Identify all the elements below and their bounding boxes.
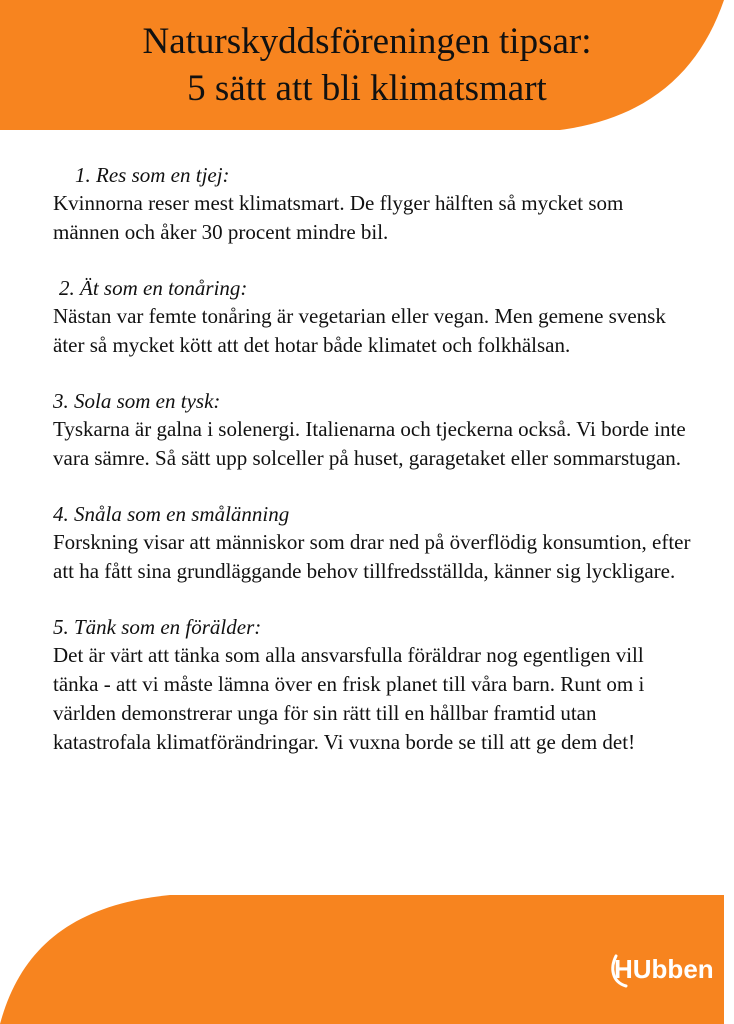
tip-heading: 4. Snåla som en smålänning (53, 502, 290, 526)
tip-body: Det är värt att tänka som alla ansvarsfulla föräldrar nog egentligen vill tänka - att vi måste lämna över en frisk planet till våra barn. Runt om i världen demonstrerar unga för sin rätt till en hållbar framtid utan katastrofala klimatförändringar. Vi vuxna borde se till att ge dem det! (53, 643, 645, 754)
tip-item (53, 162, 693, 247)
tip-heading: 3. Sola som en tysk: (53, 389, 221, 413)
tip-heading: 2. Ät som en tonåring: (59, 276, 248, 300)
hubben-logo-icon (610, 948, 714, 990)
tip-item (53, 614, 693, 757)
tip-heading: 1. Res som en tjej: (75, 163, 230, 187)
title-line-1: Naturskyddsföreningen tipsar: (142, 21, 592, 62)
tip-body: Tyskarna är galna i solenergi. Italienarna och tjeckerna också. Vi borde inte vara sämre. Så sätt upp solceller på huset, garagetaket eller sommarstugan. (53, 417, 686, 470)
title-line-2: 5 sätt att bli klimatsmart (187, 68, 547, 109)
tip-body: Nästan var femte tonåring är vegetarian eller vegan. Men gemene svensk äter så mycket kött att det hotar både klimatet och folkhälsan. (53, 304, 666, 357)
tip-body: Forskning visar att människor som drar ned på överflödig konsumtion, efter att ha fått sina grundläggande behov tillfredsställda, känner sig lyckligare. (53, 530, 691, 583)
tips-list (53, 162, 693, 785)
tip-body: Kvinnorna reser mest klimatsmart. De flyger hälften så mycket som männen och åker 30 procent mindre bil. (53, 191, 624, 244)
page-title (0, 18, 734, 112)
tip-heading: 5. Tänk som en förälder: (53, 615, 262, 639)
tip-item (53, 388, 693, 473)
tip-item (53, 501, 693, 586)
logo-text: HUbben (614, 954, 714, 984)
tip-item (53, 275, 693, 360)
